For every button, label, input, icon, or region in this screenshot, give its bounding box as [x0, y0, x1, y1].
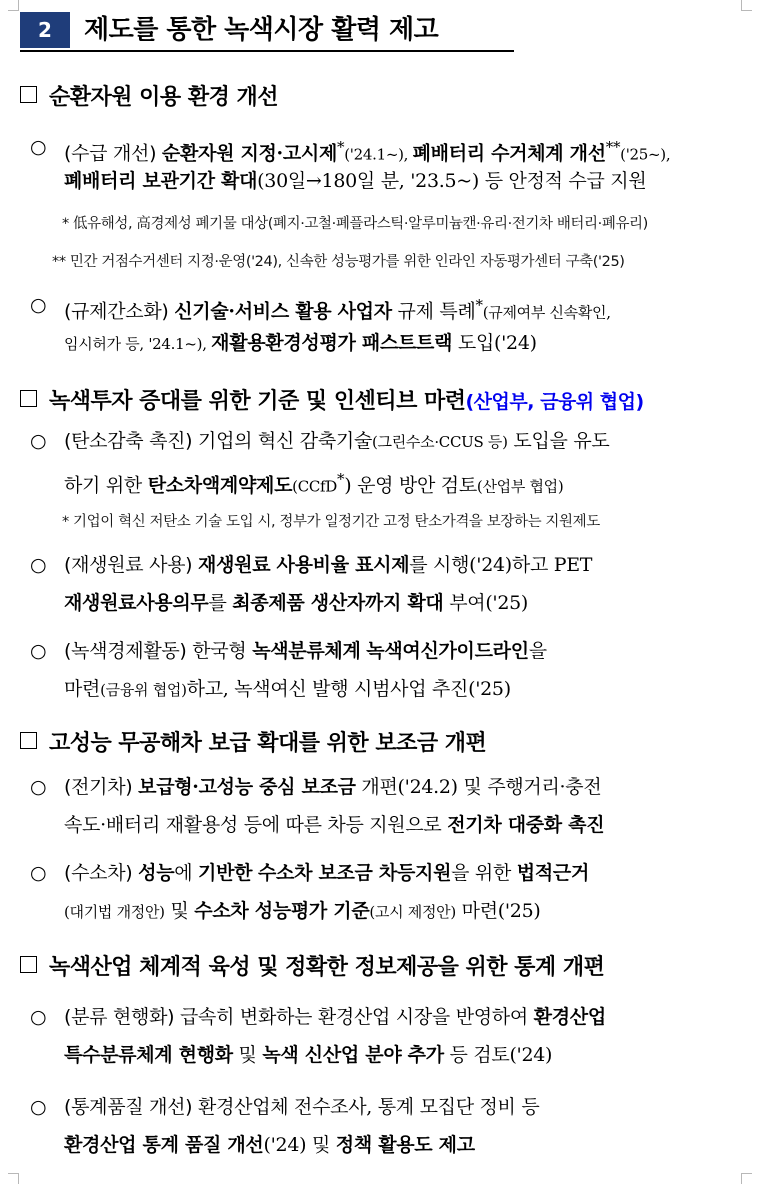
- item-line: (전기차) 보급형·고성능 중심 보조금 개편('24.2) 및 주행거리·충전: [64, 776, 602, 798]
- footnote: * 기업이 혁신 저탄소 기술 도입 시, 정부가 일정기간 고정 탄소가격을 보장하는 지원제도: [62, 514, 600, 530]
- circle-bullet-icon: ○: [30, 776, 47, 798]
- section-number-badge: 2: [20, 12, 70, 48]
- circle-bullet-icon: ○: [30, 294, 47, 316]
- item-line: 하기 위한 탄소차액계약제도(CCfD*) 운영 방안 검토(산업부 협업): [64, 470, 564, 497]
- item-line: (수소차) 성능에 기반한 수소차 보조금 차등지원을 위한 법적근거: [64, 862, 590, 884]
- footnote: ** 민간 거점수거센터 지정·운영('24), 신속한 성능평가를 위한 인라인 자동평가센터 구축('25): [52, 254, 625, 270]
- subsection-heading: [20, 80, 278, 111]
- section-title: 제도를 통한 녹색시장 활력 제고: [84, 15, 439, 45]
- item-line: (분류 현행화) 급속히 변화하는 환경산업 시장을 반영하여 환경산업: [64, 1006, 606, 1028]
- circle-bullet-icon: ○: [30, 554, 47, 576]
- checkbox-square-icon: [20, 390, 37, 407]
- checkbox-square-icon: [20, 86, 37, 103]
- circle-bullet-icon: ○: [30, 1006, 47, 1028]
- item-line: 마련(금융위 협업)하고, 녹색여신 발행 시범사업 추진('25): [64, 678, 511, 700]
- circle-bullet-icon: ○: [30, 862, 47, 884]
- item-line: (규제간소화) 신기술·서비스 활용 사업자 규제 특례*(규제여부 신속확인,: [64, 296, 611, 323]
- circle-bullet-icon: ○: [30, 640, 47, 662]
- crop-mark: [8, 1173, 19, 1184]
- crop-mark: [741, 1173, 752, 1184]
- subsection-title: 고성능 무공해차 보급 확대를 위한 보조금 개편: [49, 731, 487, 756]
- subsection-title: 순환자원 이용 환경 개선: [49, 85, 278, 110]
- item-line: (수급 개선) 순환자원 지정·고시제*('24.1~), 폐배터리 수거체계 개선**('25~),: [64, 138, 671, 165]
- item-line: (통계품질 개선) 환경산업체 전수조사, 통계 모집단 정비 등: [64, 1096, 540, 1118]
- item-line: (탄소감축 촉진) 기업의 혁신 감축기술(그린수소·CCUS 등) 도입을 유도: [64, 430, 610, 452]
- circle-bullet-icon: ○: [30, 136, 47, 158]
- subsection-title: 녹색투자 증대를 위한 기준 및 인센티브 마련: [49, 389, 466, 414]
- crop-mark: [741, 0, 752, 11]
- checkbox-square-icon: [20, 956, 37, 973]
- item-line: 속도·배터리 재활용성 등에 따른 차등 지원으로 전기차 대중화 촉진: [64, 814, 605, 836]
- checkbox-square-icon: [20, 732, 37, 749]
- circle-bullet-icon: ○: [30, 430, 47, 452]
- crop-mark: [8, 0, 19, 11]
- subsection-heading: [20, 384, 644, 415]
- subsection-title: 녹색산업 체계적 육성 및 정확한 정보제공을 위한 통계 개편: [49, 955, 605, 980]
- subsection-heading: [20, 950, 604, 981]
- item-line: 특수분류체계 현행화 및 녹색 신산업 분야 추가 등 검토('24): [64, 1044, 553, 1066]
- circle-bullet-icon: ○: [30, 1096, 47, 1118]
- section-header: [20, 6, 514, 52]
- item-line: (재생원료 사용) 재생원료 사용비율 표시제를 시행('24)하고 PET: [64, 554, 593, 576]
- item-line: (녹색경제활동) 한국형 녹색분류체계 녹색여신가이드라인을: [64, 640, 547, 662]
- collaboration-note: (산업부, 금융위 협업): [465, 391, 644, 413]
- item-line: 재생원료사용의무를 최종제품 생산자까지 확대 부여('25): [64, 592, 529, 614]
- subsection-heading: [20, 726, 486, 757]
- item-line: (대기법 개정안) 및 수소차 성능평가 기준(고시 제정안) 마련('25): [64, 900, 541, 922]
- footnote: * 低유해성, 高경제성 폐기물 대상(폐지·고철·폐플라스틱·알루미늄캔·유리·전기차 배터리·폐유리): [62, 216, 648, 232]
- item-line: 임시허가 등, '24.1~), 재활용환경성평가 패스트트랙 도입('24): [64, 332, 537, 354]
- item-line: 폐배터리 보관기간 확대(30일→180일 분, '23.5~) 등 안정적 수급 지원: [64, 170, 647, 192]
- item-line: 환경산업 통계 품질 개선('24) 및 정책 활용도 제고: [64, 1134, 475, 1156]
